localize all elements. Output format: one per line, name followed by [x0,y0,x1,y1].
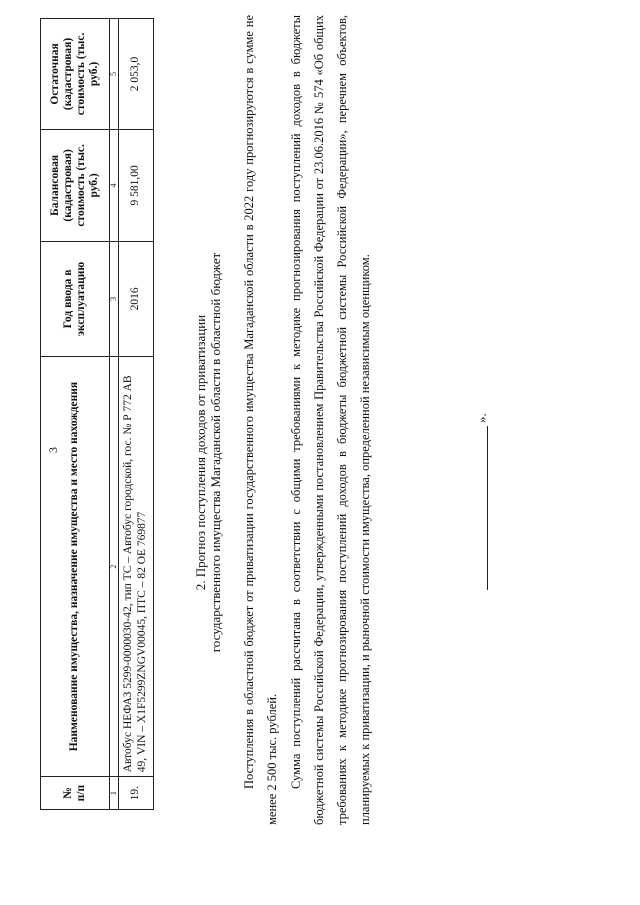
column-number: 2 [110,356,119,776]
column-number: 5 [110,19,119,130]
row-property-name: Автобус НЕФАЗ 5299-0000030-42, тип ТС – Автобус городской, гос. № Р 772 АВ 49, VIN – X1F5299ZNGV00045, ПТС – 82 ОЕ 769877 [119,356,154,776]
row-year: 2016 [119,241,154,356]
table-header-row [41,19,110,810]
column-number: 3 [110,241,119,356]
property-table [40,18,154,810]
page-number: 3 [46,447,60,453]
header-name: Наименование имущества, назначение имущества и место нахождения [41,356,110,776]
header-balance-value: Балансовая (кадастровая) стоимость (тыс. руб.) [41,129,110,241]
row-residual-value: 2 053,0 [119,19,154,130]
row-number: 19. [119,777,154,810]
table-row [119,19,154,810]
paragraph-forecast: Поступления в областной бюджет от приватизации государственного имущества Магаданской области в 2022 году прогнозируются в сумме не менее 2 500 тыс. рублей. [242,15,279,825]
header-residual-value: Остаточная (кадастровая) стоимость (тыс. руб.) [41,19,110,130]
closing-mark: ». [474,413,489,423]
closing-quote [476,410,490,590]
header-year: Год ввода в эксплуатацию [41,241,110,356]
column-number: 1 [110,777,119,810]
column-number-row [110,19,119,810]
header-number: № п/п [41,777,110,810]
closing-line [487,426,488,590]
section-subheading: государственного имущества Магаданской области в областной бюджет [208,252,223,653]
row-balance-value: 9 581,00 [119,129,154,241]
paragraph-calculation: Сумма поступлений рассчитана в соответствии с общими требованиями к методике прогнозирования поступлений доходов в бюджеты бюджетной системы Российской Федерации, утвержденными постановлением Правительства Российской Федерации от 23.06.2016 № 574 «Об общих требованиях к методике прогнозирования поступлений доходов в бюджеты бюджетной системы Российской Федерации», перечнем объектов, планируемых к приватизации, и рыночной стоимости имущества, определенной независимым оценщиком. [289,15,372,825]
column-number: 4 [110,129,119,241]
section-heading: 2. Прогноз поступления доходов от приватизации [193,314,208,591]
